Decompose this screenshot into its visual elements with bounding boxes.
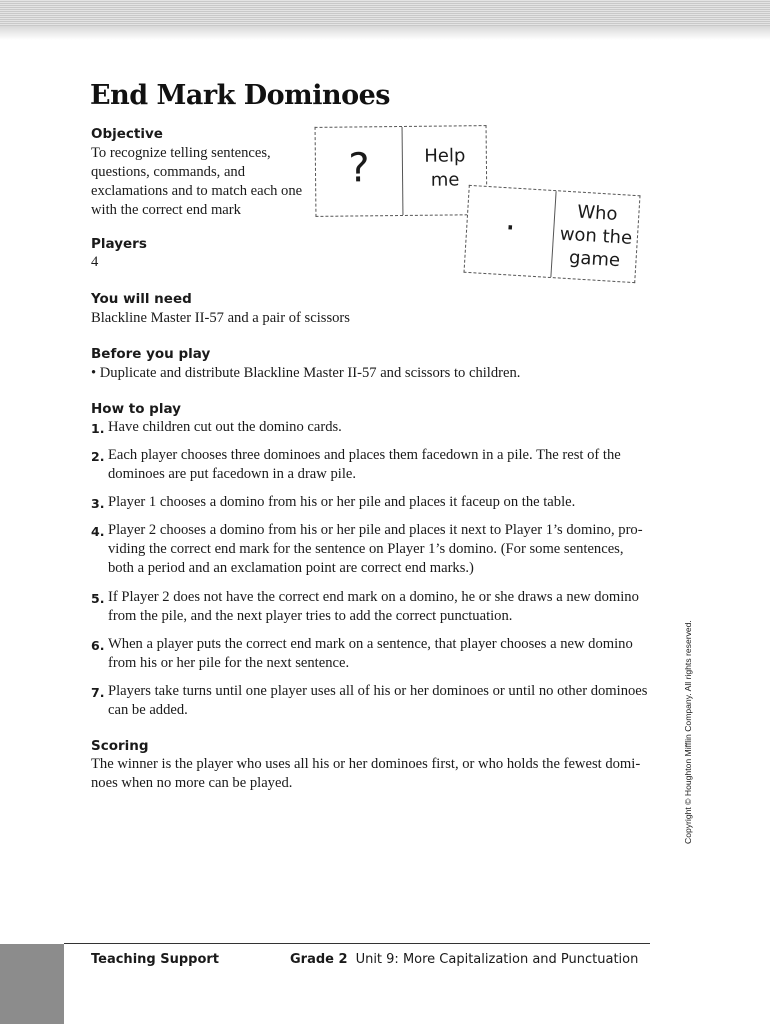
you-will-need-heading: You will need xyxy=(91,291,192,307)
domino-word: game xyxy=(568,247,621,272)
domino-word: Who xyxy=(576,201,619,225)
before-you-play-heading: Before you play xyxy=(91,346,211,362)
players-count: 4 xyxy=(91,254,99,270)
objective-text: To recognize telling sentences, questions, commands, and exclamations and to match each one with the correct end mark xyxy=(91,145,303,218)
domino-period-card xyxy=(463,185,640,283)
step-item xyxy=(91,446,651,484)
step-item xyxy=(91,588,651,626)
footer-unit: Unit 9: More Capitalization and Punctuation xyxy=(355,952,639,967)
domino-word: Help xyxy=(424,145,466,167)
step-text: Player 1 chooses a domino from his or her pile and places it faceup on the table. xyxy=(108,494,576,510)
step-item xyxy=(91,521,651,578)
domino-word: won the xyxy=(559,223,633,249)
step-text: When a player puts the correct end mark on a sentence, that player chooses a new domino from his or her pile for the next sentence. xyxy=(108,636,633,671)
domino-words-half xyxy=(550,191,641,282)
top-band xyxy=(0,0,770,40)
objective-heading: Objective xyxy=(91,126,163,142)
domino-word: me xyxy=(430,169,460,191)
step-text: Player 2 chooses a domino from his or her pile and places it next to Player 1’s domino, providing the correct end mark for the sentence on Player 1’s domino. (For some sentences, both a period and an exclamation point are correct end marks.) xyxy=(108,522,643,576)
copyright-text: Copyright © Houghton Mifflin Company. All rights reserved. xyxy=(683,620,693,844)
scoring-text: The winner is the player who uses all his or her dominoes first, or who holds the fewest dominoes when no more can be played. xyxy=(91,756,641,791)
step-number: 7. xyxy=(91,685,105,700)
domino-question-card xyxy=(315,125,488,217)
domino-mark-half xyxy=(316,127,403,216)
footer-unit-info xyxy=(290,952,638,967)
step-number: 2. xyxy=(91,449,105,464)
step-number: 4. xyxy=(91,524,105,539)
step-text: Each player chooses three dominoes and places them facedown in a pile. The rest of the dominoes are put facedown in a draw pile. xyxy=(108,447,621,482)
footer-rule xyxy=(64,943,650,944)
step-item xyxy=(91,418,651,437)
step-number: 3. xyxy=(91,496,105,511)
you-will-need-text: Blackline Master II-57 and a pair of scissors xyxy=(91,310,350,326)
question-mark: ? xyxy=(348,145,370,192)
before-you-play-text: • Duplicate and distribute Blackline Master II-57 and scissors to children. xyxy=(91,365,521,381)
step-number: 5. xyxy=(91,591,105,606)
step-item xyxy=(91,493,651,512)
step-number: 1. xyxy=(91,421,105,436)
step-text: Have children cut out the domino cards. xyxy=(108,419,342,435)
step-number: 6. xyxy=(91,638,105,653)
footer-tab xyxy=(0,944,64,1024)
domino-mark-half xyxy=(465,186,556,277)
step-text: If Player 2 does not have the correct end mark on a domino, he or she draws a new domino from the pile, and the next player tries to add the correct punctuation. xyxy=(108,589,639,624)
copyright-notice xyxy=(683,622,695,844)
scoring-heading: Scoring xyxy=(91,738,149,754)
step-text: Players take turns until one player uses all of his or her dominoes or until no other dominoes can be added. xyxy=(108,683,648,718)
footer-section-label: Teaching Support xyxy=(91,952,220,967)
players-heading: Players xyxy=(91,236,147,252)
step-item xyxy=(91,635,651,673)
how-to-play-heading: How to play xyxy=(91,401,181,417)
page-title: End Mark Dominoes xyxy=(90,80,390,111)
step-item xyxy=(91,682,651,720)
period-mark: . xyxy=(504,198,518,239)
footer-grade: Grade 2 xyxy=(290,952,348,967)
